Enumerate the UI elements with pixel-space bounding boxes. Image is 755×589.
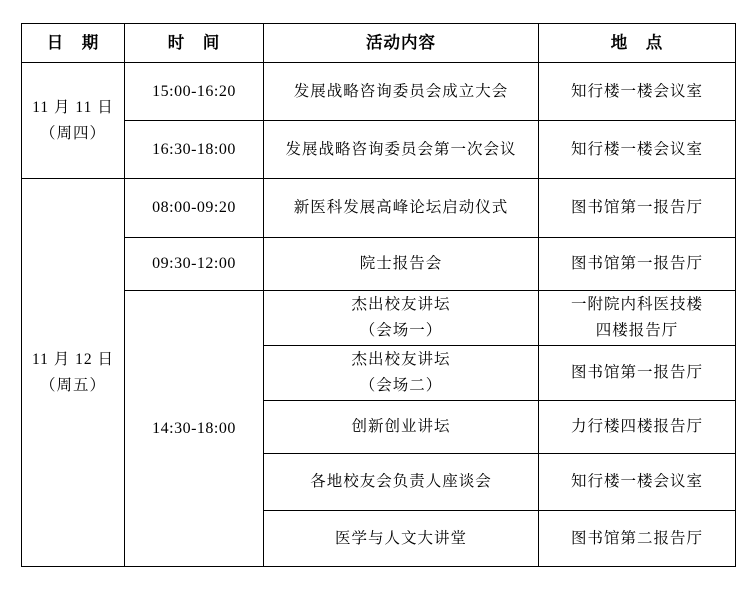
table-row (22, 63, 736, 121)
activity-cell (264, 291, 539, 346)
activity-cell: 各地校友会负责人座谈会 (264, 454, 539, 511)
activity-cell: 医学与人文大讲堂 (264, 511, 539, 567)
activity-text: 杰出校友讲坛 (351, 296, 451, 313)
table-row (22, 121, 736, 179)
location-cell: 知行楼一楼会议室 (539, 121, 736, 179)
schedule-table (21, 23, 736, 567)
time-cell: 08:00-09:20 (125, 179, 264, 238)
activity-text: 杰出校友讲坛 (351, 351, 451, 368)
time-cell: 14:30-18:00 (125, 291, 264, 567)
date-cell-day1 (22, 63, 125, 179)
location-cell: 图书馆第二报告厅 (539, 511, 736, 567)
location-cell (539, 291, 736, 346)
header-date: 日 期 (22, 24, 125, 63)
time-cell: 15:00-16:20 (125, 63, 264, 121)
date-text: 11 月 12 日 (31, 350, 115, 368)
location-subtext: 四楼报告厅 (595, 322, 679, 339)
header-activity: 活动内容 (264, 24, 539, 63)
weekday-text: （周四） (39, 124, 106, 142)
table-row (22, 238, 736, 291)
activity-cell: 院士报告会 (264, 238, 539, 291)
activity-subtext: （会场二） (359, 377, 443, 394)
location-cell: 图书馆第一报告厅 (539, 179, 736, 238)
weekday-text: （周五） (39, 376, 106, 394)
location-cell: 图书馆第一报告厅 (539, 238, 736, 291)
header-location: 地 点 (539, 24, 736, 63)
activity-cell: 发展战略咨询委员会第一次会议 (264, 121, 539, 179)
activity-cell (264, 346, 539, 401)
activity-cell: 新医科发展高峰论坛启动仪式 (264, 179, 539, 238)
activity-subtext: （会场一） (359, 322, 443, 339)
time-cell: 16:30-18:00 (125, 121, 264, 179)
location-text: 一附院内科医技楼 (570, 296, 703, 313)
location-cell: 图书馆第一报告厅 (539, 346, 736, 401)
table-row (22, 179, 736, 238)
location-cell: 力行楼四楼报告厅 (539, 401, 736, 454)
date-text: 11 月 11 日 (32, 98, 114, 116)
location-cell: 知行楼一楼会议室 (539, 454, 736, 511)
header-time: 时 间 (125, 24, 264, 63)
location-cell: 知行楼一楼会议室 (539, 63, 736, 121)
activity-cell: 发展战略咨询委员会成立大会 (264, 63, 539, 121)
table-row (22, 291, 736, 346)
date-cell-day2 (22, 179, 125, 567)
activity-cell: 创新创业讲坛 (264, 401, 539, 454)
time-cell: 09:30-12:00 (125, 238, 264, 291)
header-row (22, 24, 736, 63)
